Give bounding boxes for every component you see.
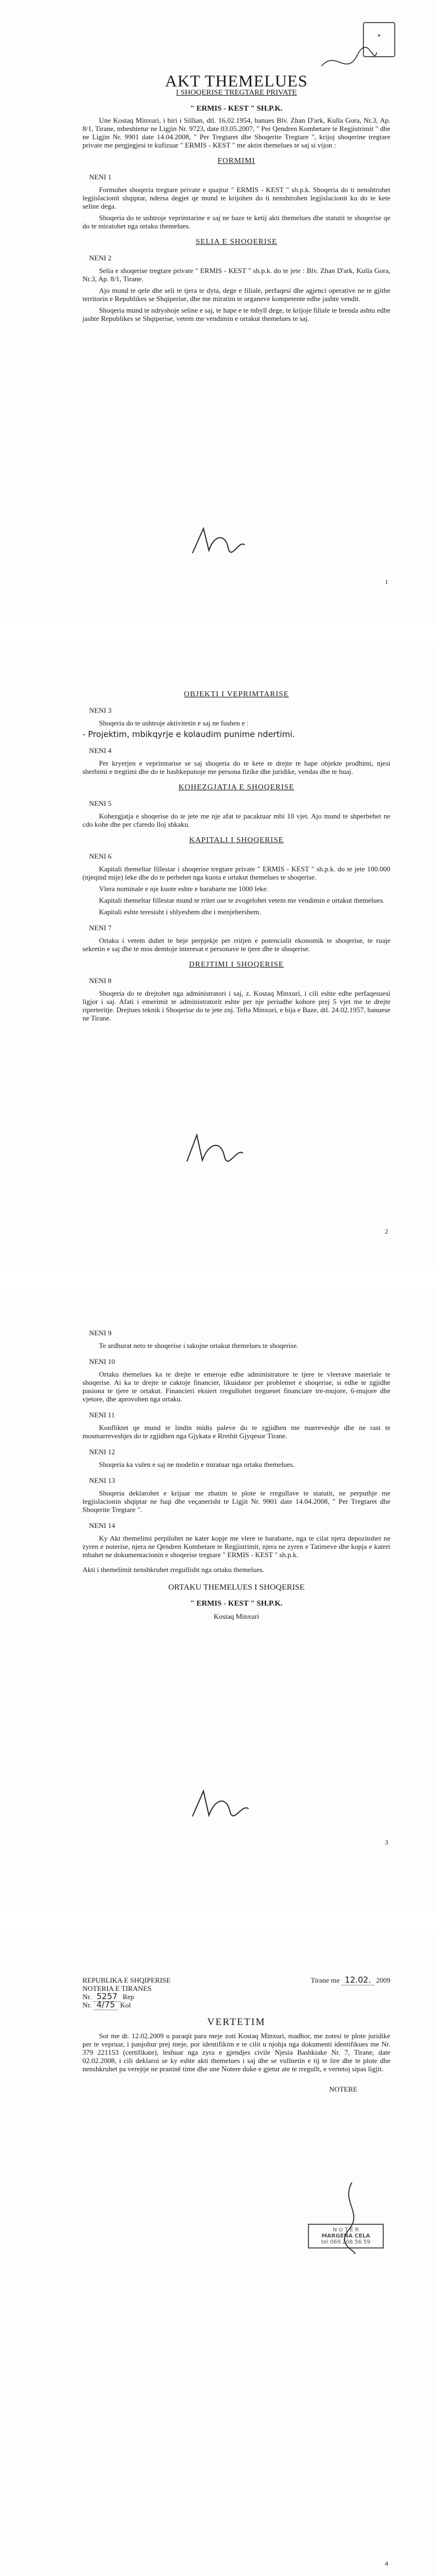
article-heading: NENI 5: [89, 799, 112, 807]
notary-stamp: N O T E R MARGENA CELA tel 069 208 56 59: [308, 2224, 384, 2248]
vertetim-heading: VERTETIM: [207, 2016, 266, 2027]
signature-page-2: [181, 1128, 247, 1172]
register-number-kol: Nr. 4/75 Kol: [82, 2000, 131, 2010]
signature-heading: ORTAKU THEMELUES I SHOQERISE: [168, 1583, 305, 1592]
document-page-2: [0, 644, 436, 1269]
page-number: 2: [385, 1227, 388, 1235]
article-heading: NENI 6: [89, 852, 112, 860]
article-heading: NENI 12: [89, 1448, 115, 1456]
section-heading-kapitali: KAPITALI I SHOQERISE: [189, 836, 284, 844]
article-paragraph: Kapitali themeltar fillestar i shoqerise tregtare private " ERMIS - KEST " sh.p.k. do te jete 100.000 (njeqind mije) leke dhe do te perbehet nga kuota e ortakut themelues te shoqerise.: [82, 865, 390, 881]
notary-label: NOTERE: [329, 2085, 357, 2093]
article-paragraph: Shoqeria ka vulen e saj ne modelin e miratuar nga ortaku themelues.: [99, 1460, 295, 1469]
article-paragraph: Ortaku themelues ka te drejte te emeroje edhe administratore te tjere te vleerave materiale te shoqerise. Ai ka te drejte te caktoje financier, likuidator per problemet e shoqerise, si edhe te zgjidhe pasiona te tjere te ortakut. Financieri eksiert rregullohet tregueset financiare tre-mujore, 6-mujore dhe vjetore, dhe aprovohen nga ortaku.: [82, 1370, 390, 1403]
document-subtitle: I SHOQERISE TREGTARE PRIVATE: [176, 89, 297, 97]
republic-heading: REPUBLIKA E SHQIPERISE: [82, 1976, 171, 1984]
section-heading-selia: SELIA E SHOQERISE: [195, 238, 278, 246]
register-number-rep: Nr. 5257 Rep: [82, 1991, 134, 2001]
page-number: 3: [385, 1838, 388, 1846]
article-paragraph: Ortaku i vetem duhet te beje perpjekje per rritjen e potencialit ekonomik te shoqerise, te ruaje sekretin e saj dhe te mos demtoje interesat e personave te tjere dhe te shoqerise.: [82, 936, 390, 953]
document-page-3: [0, 1288, 436, 1913]
notary-date: Tirane me 12.02. 2009: [311, 1975, 390, 1985]
closing-statement: Akti i themelimit nenshkruhet rregullisht nga ortaku themelues.: [82, 1565, 264, 1574]
company-name: " ERMIS - KEST " SH.P.K.: [190, 105, 283, 113]
seal-stamp: ✦: [363, 22, 395, 57]
article-paragraph: Kapitali themeltar fillestar mund te rritet ose te zvogelohet vetem me vendimin e ortakut themelues.: [99, 896, 385, 904]
intro-paragraph: Une Kostaq Minxuri, i biri i Sillian, dtl. 16.02.1954, banues Blv. Zhan D'ark, Kulla Gora, Nr.3, Ap. 8/1, Tirane, mbeshtetur ne Ligjin Nr. 9723, date 03.05.2007, " Per Qendren Kombetare te Regjistrimit " dhe ne Ligjin Nr. 9901 date 14.04.2008, " Per Tregtaret dhe Shoqerite Tregtare ", krijoj shoqerine tregtare private me pergjegjesi te kufizuar " ERMIS - KEST " me aktin themelues te saj si vijon :: [82, 116, 390, 149]
article-heading: NENI 13: [89, 1476, 115, 1485]
article-heading: NENI 14: [89, 1521, 115, 1530]
article-paragraph: Shoqeria deklarohet e krijuar me zbatim te plote te rregullave te statutit, ne perputhje me legjislacionin shqiptar ne fuqi dhe veçanerisht te Ligjit Nr. 9901 date 14.04.2008, " Per Tregtaret dhe Shoqerite Tregtare ".: [82, 1489, 390, 1514]
signature-page-1: [187, 523, 247, 561]
article-heading: NENI 8: [89, 976, 112, 985]
document-page-1: [0, 0, 436, 625]
article-paragraph: Ky Akt themelimi perpilohet ne kater kopje me vlere te barabarte, nga te cilat njera depozitohet ne zyren e noterise, njera ne Qendren Kombetare te Regjistrimit, njera ne zyren e Tatimeve dhe kopja e katert mbahet ne dokumentacionin e shoqerise tregtare " ERMIS - KEST " sh.p.k.: [82, 1534, 390, 1559]
article-paragraph: Shoqeria do te drejtohet nga administratori i saj, z. Kostaq Minxuri, i cili eshte edhe perfaqesuesi ligjor i saj. Afati i emerimit te administratorit eshte per nje periudhe kohore prej 5 vjet me te drejte riperteritje. Drejtues teknik i Shoqerise do te jete znj. Tefta Minxuri, e bija e Baze, dtl. 24.02.1957, banuese ne Tirane.: [82, 989, 390, 1022]
article-paragraph: Shoqeria do te ushtroje veprimtarine e saj ne baze te ketij akti themelues dhe statutit te shoqerise qe do te miratohet nga ortaku themelues.: [82, 214, 390, 230]
page-number: 4: [385, 2559, 388, 2567]
page-number: 1: [385, 578, 388, 586]
signature-top-right: [319, 44, 379, 77]
article-heading: NENI 4: [89, 746, 112, 755]
article-paragraph: Kohezgjatja e shoqerise do te jete me nje afat te pacaktuar mbi 10 vjet. Ajo mund te shperbehet ne cdo kohe dhe per cfaredo lloj shkaku.: [82, 812, 390, 828]
document-title: AKT THEMELUES: [165, 72, 308, 90]
article-paragraph: Ajo mund te qele dhe seli te tjera te dyta, dege e filiale, perfaqesi dhe agjenci operative ne te gjithe territorin e Republikes se Shqiperise, dhe me miratim te organeve kompetente edhe jashte vendit.: [82, 286, 390, 303]
certification-body: Sot me dt. 12.02.2009 u paraqit para meje zoti Kostaq Minxuri, madhor, me zotesi te plote juridike per te vepruar, i panjohur prej meje, por identifikim e te cilit u njohja nga dokumenti identifikues me Nr. 379 221153 (certifikate), leshuar nga zyra e gjendjes civile Njesia Bashkiake Nr. 7, Tirane, date 02.02.2008, i cili deklaroi se ky eshte akti themelues i saj dhe se vullnetin e tij te lire dhe te plote dhe nenshkruhet pa verejtje ne praninë time dhe une Notere duke e gjetur ate te rregullt, e vertetoj sipas ligjit.: [82, 2032, 390, 2073]
article-heading: NENI 3: [89, 706, 112, 714]
article-paragraph: Vlera nominale e nje kuote eshte e barabarte me 1000 leke.: [99, 885, 268, 893]
article-heading: NENI 7: [89, 924, 112, 932]
article-heading: NENI 1: [89, 173, 112, 181]
section-heading-objekti: OBJEKTI I VEPRIMTARISE: [184, 690, 289, 698]
article-paragraph: Kapitali eshte teresisht i shlyeshem dhe i menjehershem.: [99, 908, 261, 916]
handwritten-activity: - Projektim, mbikqyrje e kolaudim punime ndertimi.: [82, 729, 295, 739]
signature-page-3: [187, 1783, 253, 1827]
signatory-name: Kostaq Minxuri: [213, 1612, 260, 1620]
article-heading: NENI 11: [89, 1411, 115, 1419]
article-heading: NENI 9: [89, 1329, 112, 1337]
section-heading-drejtimi: DREJTIMI I SHOQERISE: [189, 960, 284, 969]
article-paragraph: Formohet shoqeria tregtare private e quajtur " ERMIS - KEST " sh.p.k. Shoqeria do ti nenshtrohet legjislacionit shqiptar, ndersa degjet qe mund te krijohen do ti nenshtrohen legjislacionit ku do te kete seline dega.: [82, 185, 390, 210]
article-paragraph: Te ardhurat neto te shoqerise i takojne ortakut themelues te shoqerise.: [99, 1341, 299, 1350]
signature-company: " ERMIS - KEST " SH.P.K.: [190, 1600, 283, 1608]
article-heading: NENI 10: [89, 1357, 115, 1366]
article-paragraph: Shoqeria do te ushtroje aktivitetin e saj ne fushen e :: [99, 719, 249, 727]
article-heading: NENI 2: [89, 254, 112, 262]
document-page-4: [0, 1932, 436, 2576]
notary-office: NOTERIA E TIRANES: [82, 1984, 152, 1993]
article-paragraph: Selia e shoqerise tregtare private " ERMIS - KEST " sh.p.k. do te jete : Blv. Zhan D'ark, Kulla Gora, Nr.3, Ap. 8/1, Tirane.: [82, 266, 390, 283]
section-heading-formimi: FORMIMI: [217, 157, 256, 165]
article-paragraph: Konfliktet qe mund te lindin midis paleve do te zgjidhen me marreveshje dhe ne rast te mosmarreveshjes do te zgjidhen nga Gjykata e Rrethit Gjyqesor Tirane.: [82, 1423, 390, 1440]
notary-signature: [330, 2180, 374, 2257]
article-paragraph: Per kryerjen e veprimtarise se saj shoqeria do te kete te drejte te hape objekte prodhimi, njesi sherbimi e tregtimi dhe do te bashkepunoje me persona fizike dhe juridike, vendas dhe te huaj.: [82, 759, 390, 776]
section-heading-kohezgjatja: KOHEZGJATJA E SHOQERISE: [178, 783, 295, 792]
article-paragraph: Shoqeria mund te ndryshoje seline e saj, te hape e te mbyll dege, te krijoje filiale te brenda ashtu edhe jashte Republikes se Shqiperise, vetem me vendimin e ortakut themelues te saj.: [82, 306, 390, 323]
